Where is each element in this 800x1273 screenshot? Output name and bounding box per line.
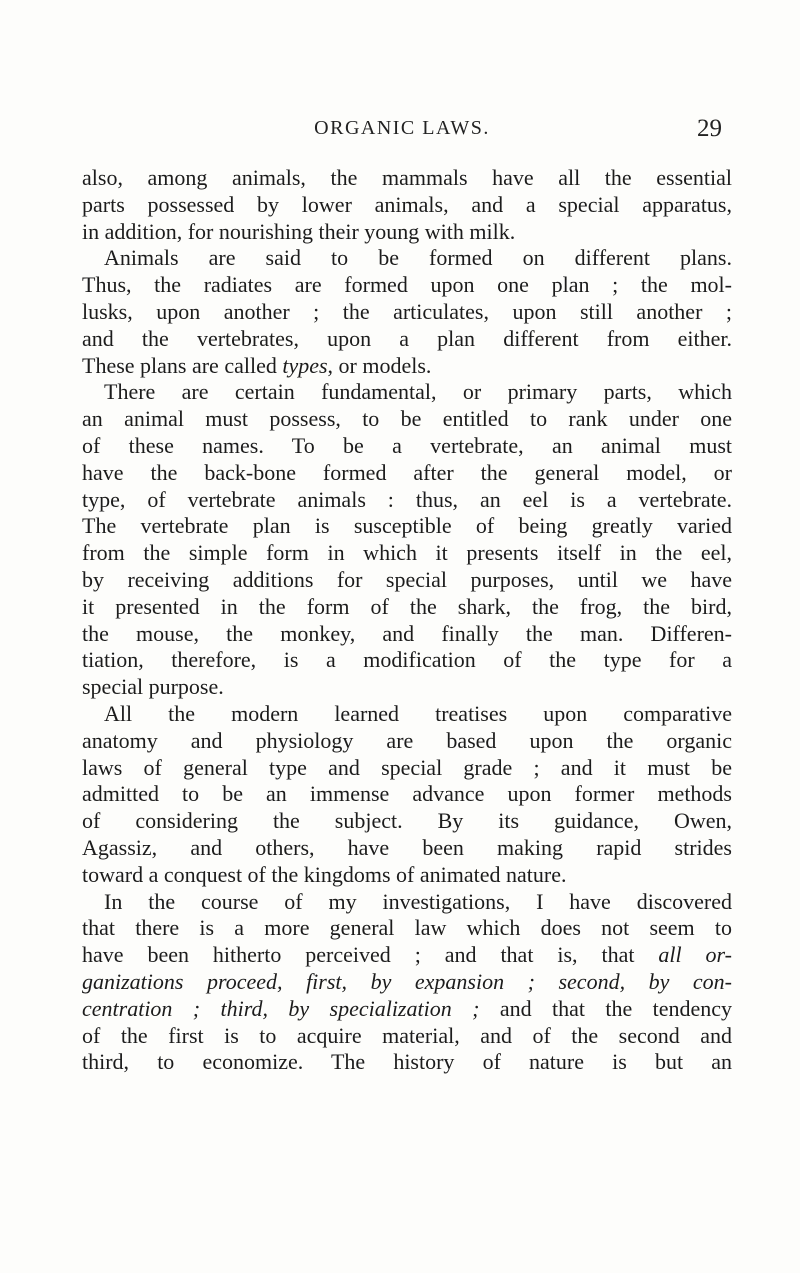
text-line: All the modern learned treatises upon comparative (104, 700, 732, 726)
text-line: toward a conquest of the kingdoms of animated nature. (82, 861, 567, 887)
text-line: it presented in the form of the shark, the frog, the bird, (82, 593, 732, 619)
text-line: third, to economize. The history of nature is but an (82, 1049, 732, 1075)
text-line: lusks, upon another ; the articulates, upon still another ; (82, 298, 732, 324)
text-line: of these names. To be a vertebrate, an animal must (82, 432, 732, 458)
text-line: type, of vertebrate animals : thus, an eel is a vertebrate. (82, 486, 732, 512)
text-line: anatomy and physiology are based upon the organic (82, 727, 732, 753)
text-line: from the simple form in which it presents itself in the eel, (82, 540, 732, 566)
text-line: ganizations proceed, first, by expansion ; second, by con- (82, 968, 732, 994)
text-line: laws of general type and special grade ; and it must be (82, 754, 732, 780)
body-text (82, 165, 732, 1076)
text-line: tiation, therefore, is a modification of the type for a (82, 647, 732, 673)
text-line: by receiving additions for special purposes, until we have (82, 566, 732, 592)
page-number: 29 (697, 115, 722, 142)
text-line: Thus, the radiates are formed upon one plan ; the mol- (82, 272, 732, 298)
text-line: an animal must possess, to be entitled to rank under one (82, 406, 732, 432)
text-line: Agassiz, and others, have been making rapid strides (82, 834, 732, 860)
text-line: These plans are called types, or models. (82, 352, 432, 378)
text-line: have the back-bone formed after the general model, or (82, 459, 732, 485)
text-line: In the course of my investigations, I have discovered (104, 888, 732, 914)
text-line: also, among animals, the mammals have all the essential (82, 165, 732, 190)
page-header (82, 117, 722, 147)
text-line: The vertebrate plan is susceptible of being greatly varied (82, 513, 732, 539)
text-line: of the first is to acquire material, and of the second and (82, 1022, 732, 1048)
text-line: parts possessed by lower animals, and a special apparatus, (82, 191, 732, 217)
text-line: There are certain fundamental, or primary parts, which (104, 379, 732, 405)
text-line: admitted to be an immense advance upon former methods (82, 781, 732, 807)
text-line: that there is a more general law which does not seem to (82, 915, 732, 941)
text-line: have been hitherto perceived ; and that is, that all or- (82, 942, 733, 968)
running-head: ORGANIC LAWS. (314, 117, 490, 139)
text-line: centration ; third, by specialization ; and that the tendency (82, 995, 732, 1021)
text-line: special purpose. (82, 674, 224, 700)
text-line: of considering the subject. By its guidance, Owen, (82, 808, 732, 834)
text-line: Animals are said to be formed on different plans. (104, 245, 732, 271)
text-line: and the vertebrates, upon a plan different from either. (82, 325, 732, 351)
text-line: in addition, for nourishing their young with milk. (82, 218, 516, 244)
text-line: the mouse, the monkey, and finally the man. Differen- (82, 620, 732, 646)
